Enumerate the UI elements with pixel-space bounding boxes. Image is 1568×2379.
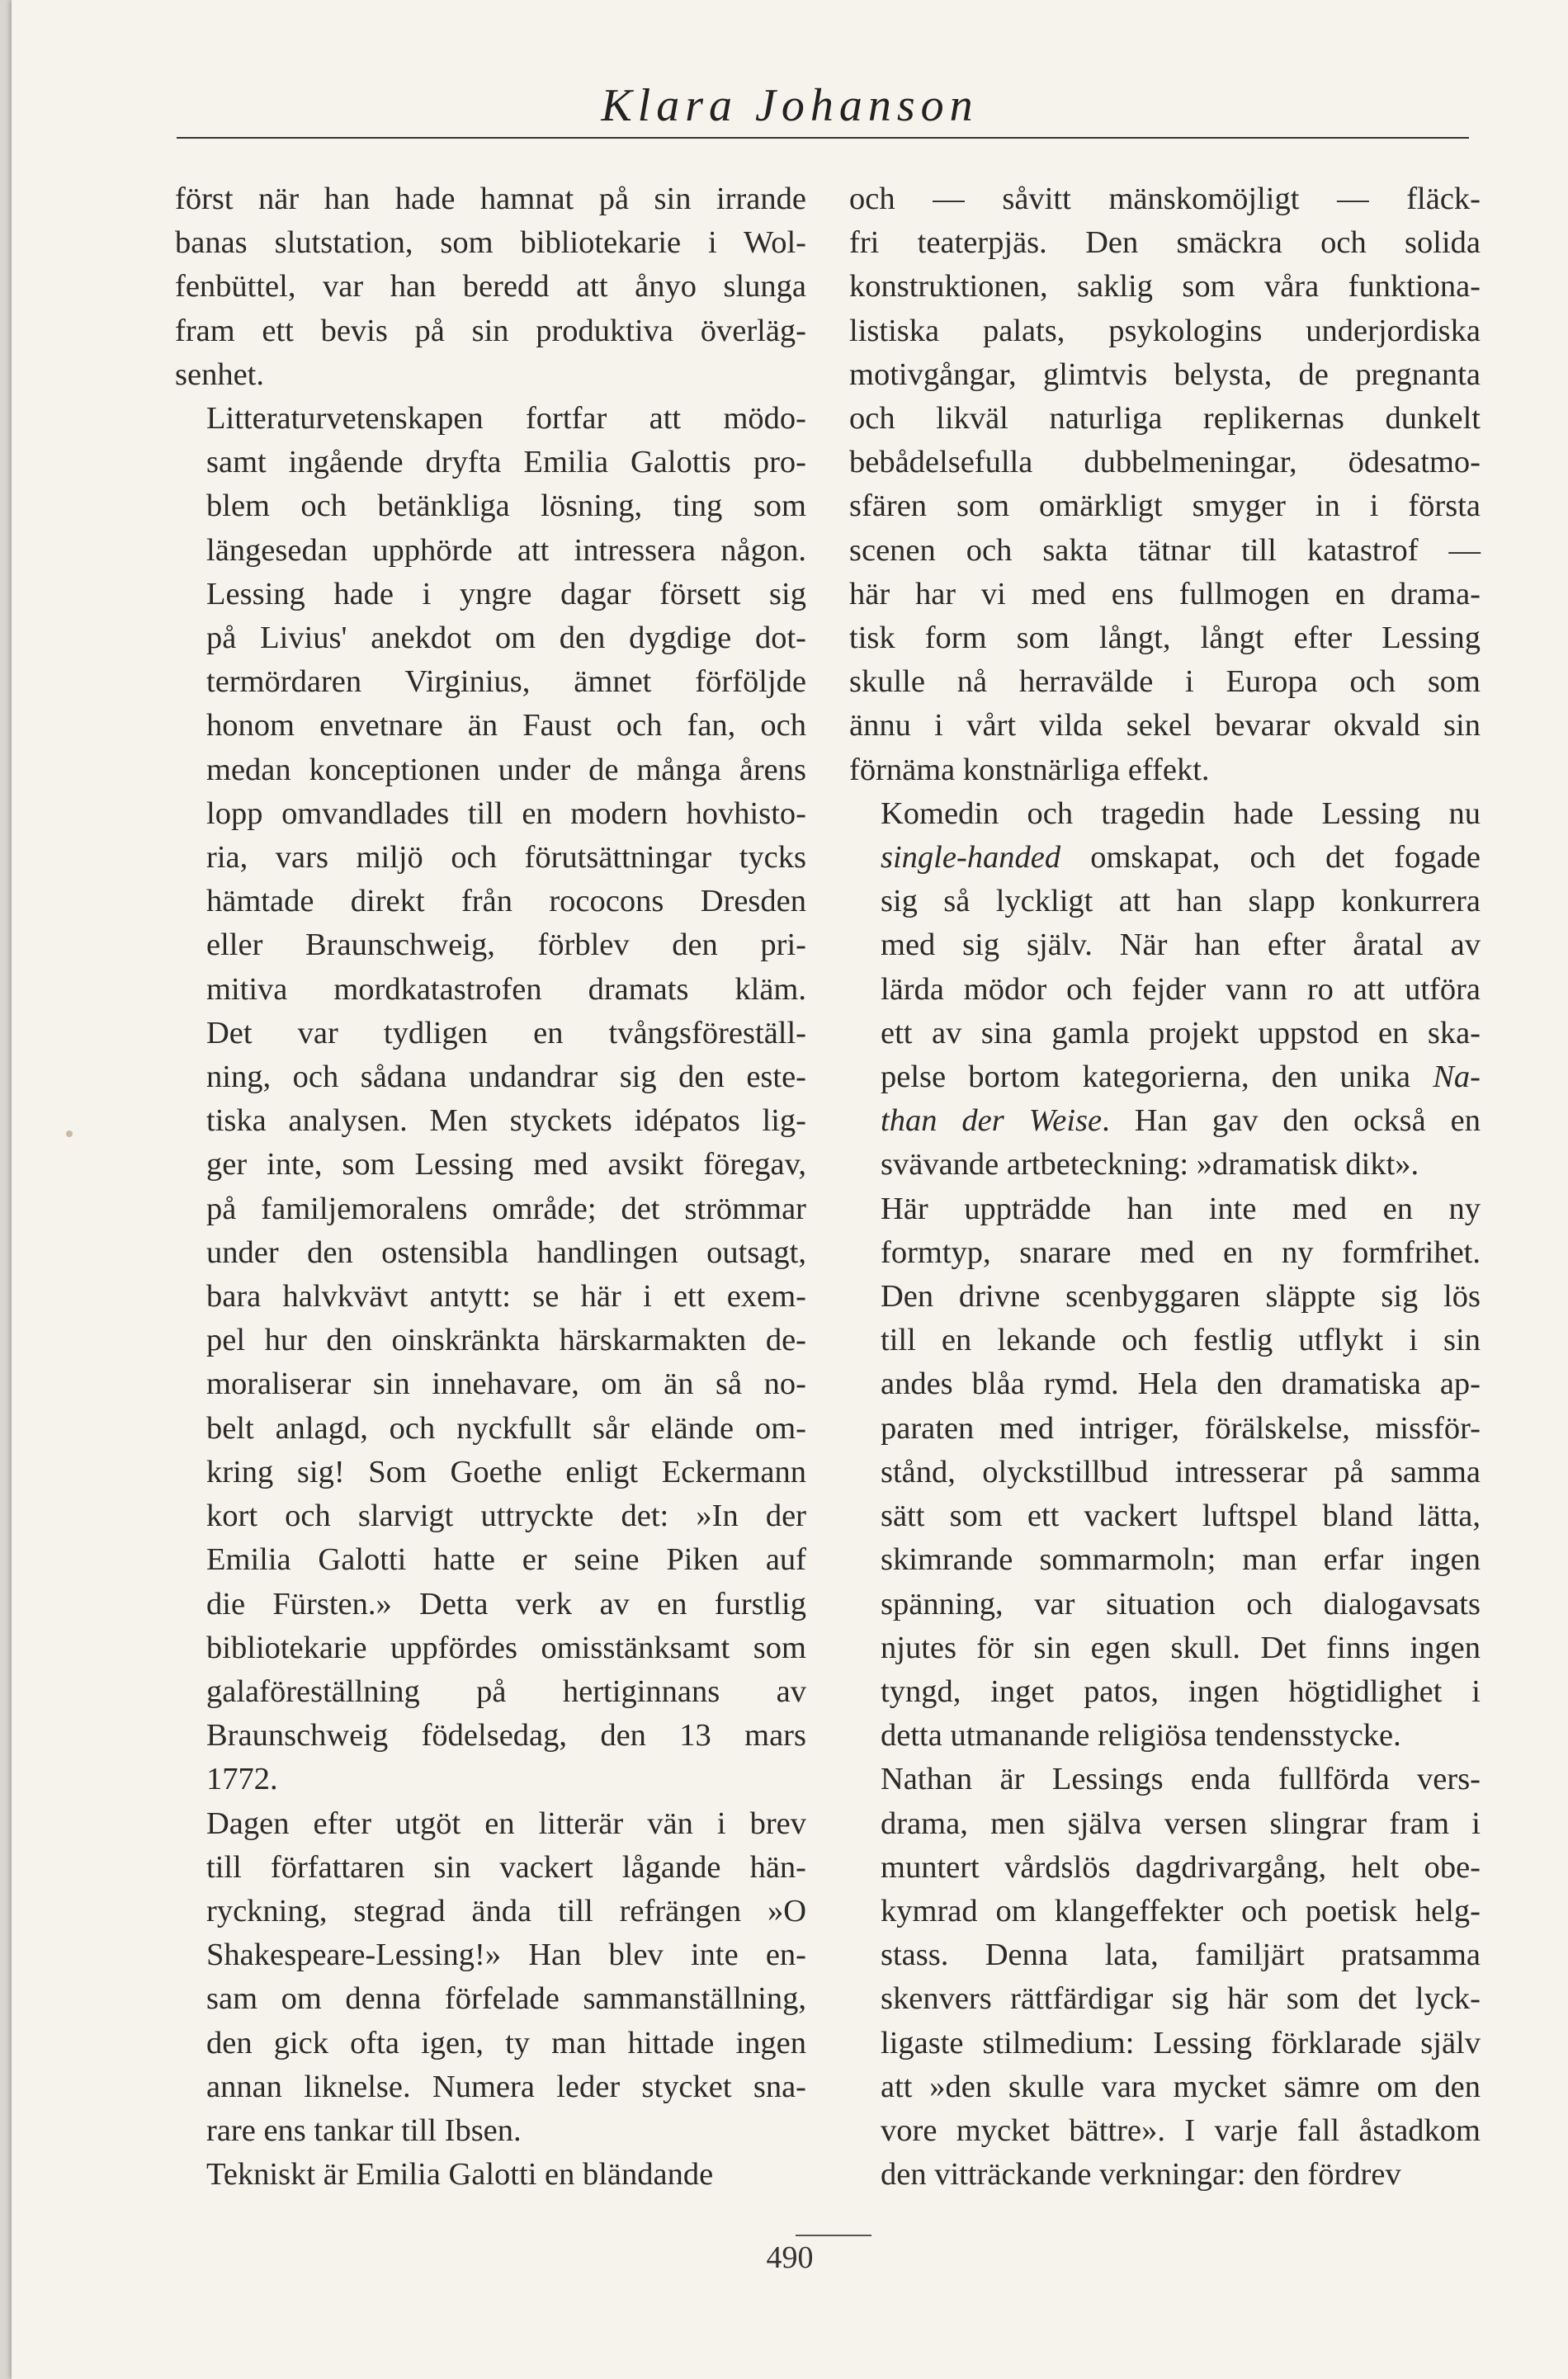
text-line: moraliserar sin innehavare, om än så no- <box>206 1367 806 1402</box>
text-line: medan konceptionen under de många årens <box>206 752 806 787</box>
text-line: Dagen efter utgöt en litterär vän i brev <box>206 1805 806 1841</box>
paragraph <box>849 177 1481 792</box>
text-line: Emilia Galotti hatte er seine Piken auf <box>206 1542 806 1578</box>
text-line: den vitträckande verkningar: den fördrev <box>881 2157 1401 2193</box>
text-line: ett av sina gamla projekt uppstod en ska- <box>881 1015 1481 1050</box>
text-line: ning, och sådana undandrar sig den este- <box>206 1060 806 1095</box>
text-line: Här uppträdde han inte med en ny <box>881 1191 1481 1226</box>
page-number: 490 <box>766 2240 814 2275</box>
text-line: pelse bortom kategorierna, den unika Na- <box>881 1060 1481 1095</box>
text-line: fenbüttel, var han beredd att ånyo slunga <box>175 269 806 304</box>
text-line: Tekniskt är Emilia Galotti en bländande <box>206 2157 714 2193</box>
text-line: eller Braunschweig, förblev den pri- <box>206 928 806 963</box>
paper-speck <box>66 1130 73 1137</box>
left-column <box>175 177 806 2197</box>
text-line: skimrande sommarmoln; man erfar ingen <box>881 1542 1481 1578</box>
text-line: ligaste stilmedium: Lessing förklarade själv <box>881 2025 1481 2060</box>
text-line: till författaren sin vackert lågande hän- <box>206 1849 806 1885</box>
text-line: Den drivne scenbyggaren släppte sig lös <box>881 1279 1481 1315</box>
text-line: förnäma konstnärliga effekt. <box>849 752 1210 787</box>
text-line: tiska analysen. Men styckets idépatos lig- <box>206 1103 806 1139</box>
text-line: annan liknelse. Numera leder stycket sna- <box>206 2069 806 2104</box>
text-line: detta utmanande religiösa tendensstycke. <box>881 1718 1401 1754</box>
text-line: först när han hade hamnat på sin irrande <box>175 182 806 216</box>
text-line: fram ett bevis på sin produktiva överläg- <box>175 313 806 348</box>
text-line: kort och slarvigt uttryckte det: »In der <box>206 1499 806 1534</box>
text-line: bara halvkvävt antytt: se här i ett exem- <box>206 1279 806 1315</box>
text-line: samt ingående dryfta Emilia Galottis pro- <box>206 445 806 480</box>
text-line: ger inte, som Lessing med avsikt föregav, <box>206 1147 806 1182</box>
text-line: kymrad om klangeffekter och poetisk helg- <box>881 1893 1481 1928</box>
folio-rule <box>796 2235 871 2236</box>
text-line: than der Weise. Han gav den också en <box>881 1103 1481 1139</box>
text-line: kring sig! Som Goethe enligt Eckermann <box>206 1454 806 1489</box>
text-line: paraten med intriger, förälskelse, missför- <box>881 1410 1481 1446</box>
text-line: belt anlagd, och nyckfullt sår elände om- <box>206 1410 806 1446</box>
text-line: drama, men själva versen slingrar fram i <box>881 1805 1481 1841</box>
text-line: Litteraturvetenskapen fortfar att mödo- <box>206 401 806 437</box>
text-line: mitiva mordkatastrofen dramats kläm. <box>206 971 806 1007</box>
text-line: termördaren Virginius, ämnet förföljde <box>206 664 806 700</box>
text-line: njutes för sin egen skull. Det finns ingen <box>881 1630 1481 1665</box>
text-line: konstruktionen, saklig som våra funktiona- <box>849 269 1481 304</box>
text-line: rare ens tankar till Ibsen. <box>206 2112 522 2148</box>
text-line: på familjemoralens område; det strömmar <box>206 1191 806 1226</box>
text-line: att »den skulle vara mycket sämre om den <box>881 2069 1481 2104</box>
text-line: Lessing hade i yngre dagar försett sig <box>206 576 806 611</box>
text-line: Shakespeare-Lessing!» Han blev inte en- <box>206 1938 806 1973</box>
text-line: sam om denna förfelade sammanställning, <box>206 1981 806 2017</box>
paragraph <box>849 1758 1481 2197</box>
text-line: sfären som omärkligt smyger in i första <box>849 489 1481 524</box>
text-line: lärda mödor och fejder vann ro att utföra <box>881 971 1481 1007</box>
text-line: stånd, olyckstillbud intresserar på samma <box>881 1454 1481 1489</box>
text-line: lopp omvandlades till en modern hovhisto- <box>206 795 806 831</box>
text-line: tisk form som långt, långt efter Lessing <box>849 621 1481 656</box>
text-line: honom envetnare än Faust och fan, och <box>206 708 806 743</box>
text-line: och — såvitt mänskomöjligt — fläck- <box>849 182 1481 216</box>
text-line: tyngd, inget patos, ingen högtidlighet i <box>881 1673 1481 1709</box>
text-line: bibliotekarie uppfördes omisstänksamt som <box>206 1630 806 1665</box>
text-line: blem och betänkliga lösning, ting som <box>206 489 806 524</box>
text-line: med sig själv. När han efter åratal av <box>881 928 1481 963</box>
book-page <box>12 0 1568 2379</box>
text-line: skulle nå herravälde i Europa och som <box>849 664 1481 700</box>
text-line: svävande artbeteckning: »dramatisk dikt». <box>881 1147 1419 1182</box>
text-line: skenvers rättfärdigar sig här som det lyck- <box>881 1981 1481 2017</box>
text-line: formtyp, snarare med en ny formfrihet. <box>881 1234 1481 1270</box>
text-line: andes blåa rymd. Hela den dramatiska ap- <box>881 1367 1481 1402</box>
text-line: ryckning, stegrad ända till refrängen »O <box>206 1893 806 1928</box>
text-line: längesedan upphörde att intressera någon. <box>206 532 806 568</box>
text-line: motivgångar, glimtvis belysta, de pregnanta <box>849 356 1481 392</box>
text-line: die Fürsten.» Detta verk av en furstlig <box>206 1586 806 1621</box>
text-line: Det var tydligen en tvångsföreställ- <box>206 1015 806 1050</box>
text-line: listiska palats, psykologins underjordiska <box>849 313 1481 348</box>
header-rule <box>177 137 1469 139</box>
text-line: pel hur den oinskränkta härskarmakten de- <box>206 1323 806 1358</box>
text-line: Komedin och tragedin hade Lessing nu <box>881 795 1481 831</box>
paragraph <box>849 1187 1481 1758</box>
text-line: Nathan är Lessings enda fullförda vers- <box>881 1762 1481 1797</box>
text-line: stass. Denna lata, familjärt pratsamma <box>881 1938 1481 1973</box>
running-head: Klara Johanson <box>601 80 979 131</box>
paragraph <box>849 792 1481 1187</box>
text-line: ännu i vårt vilda sekel bevarar okvald sin <box>849 708 1481 743</box>
text-line: den gick ofta igen, ty man hittade ingen <box>206 2025 806 2060</box>
text-line: under den ostensibla handlingen outsagt, <box>206 1234 806 1270</box>
text-line: och likväl naturliga replikernas dunkelt <box>849 401 1481 437</box>
text-line: fri teaterpjäs. Den smäckra och solida <box>849 225 1481 261</box>
right-column <box>849 177 1481 2197</box>
text-line: sätt som ett vackert luftspel bland lätta, <box>881 1499 1481 1534</box>
text-line: till en lekande och festlig utflykt i sin <box>881 1323 1481 1358</box>
text-line: banas slutstation, som bibliotekarie i Wol- <box>175 225 806 261</box>
text-line: bebådelsefulla dubbelmeningar, ödesatmo- <box>849 445 1481 480</box>
text-line: ria, vars miljö och förutsättningar tycks <box>206 840 806 876</box>
text-line: vore mycket bättre». I varje fall åstadkom <box>881 2112 1481 2148</box>
text-line: senhet. <box>175 356 264 392</box>
paragraph <box>175 397 806 1802</box>
paragraph <box>175 2153 806 2197</box>
text-line: muntert vårdslös dagdrivargång, helt obe- <box>881 1849 1481 1885</box>
text-line: Braunschweig födelsedag, den 13 mars <box>206 1718 806 1754</box>
paragraph <box>175 1802 806 2154</box>
text-line: scenen och sakta tätnar till katastrof — <box>849 532 1481 568</box>
text-line: här har vi med ens fullmogen en drama- <box>849 576 1481 611</box>
text-line: 1772. <box>206 1762 278 1797</box>
text-line: på Livius' anekdot om den dygdige dot- <box>206 621 806 656</box>
text-line: hämtade direkt från rococons Dresden <box>206 884 806 919</box>
text-line: spänning, var situation och dialogavsats <box>881 1586 1481 1621</box>
text-line: single-handed omskapat, och det fogade <box>881 840 1481 876</box>
text-line: galaföreställning på hertiginnans av <box>206 1673 806 1709</box>
text-line: sig så lyckligt att han slapp konkurrera <box>881 884 1481 919</box>
paragraph <box>175 177 806 397</box>
